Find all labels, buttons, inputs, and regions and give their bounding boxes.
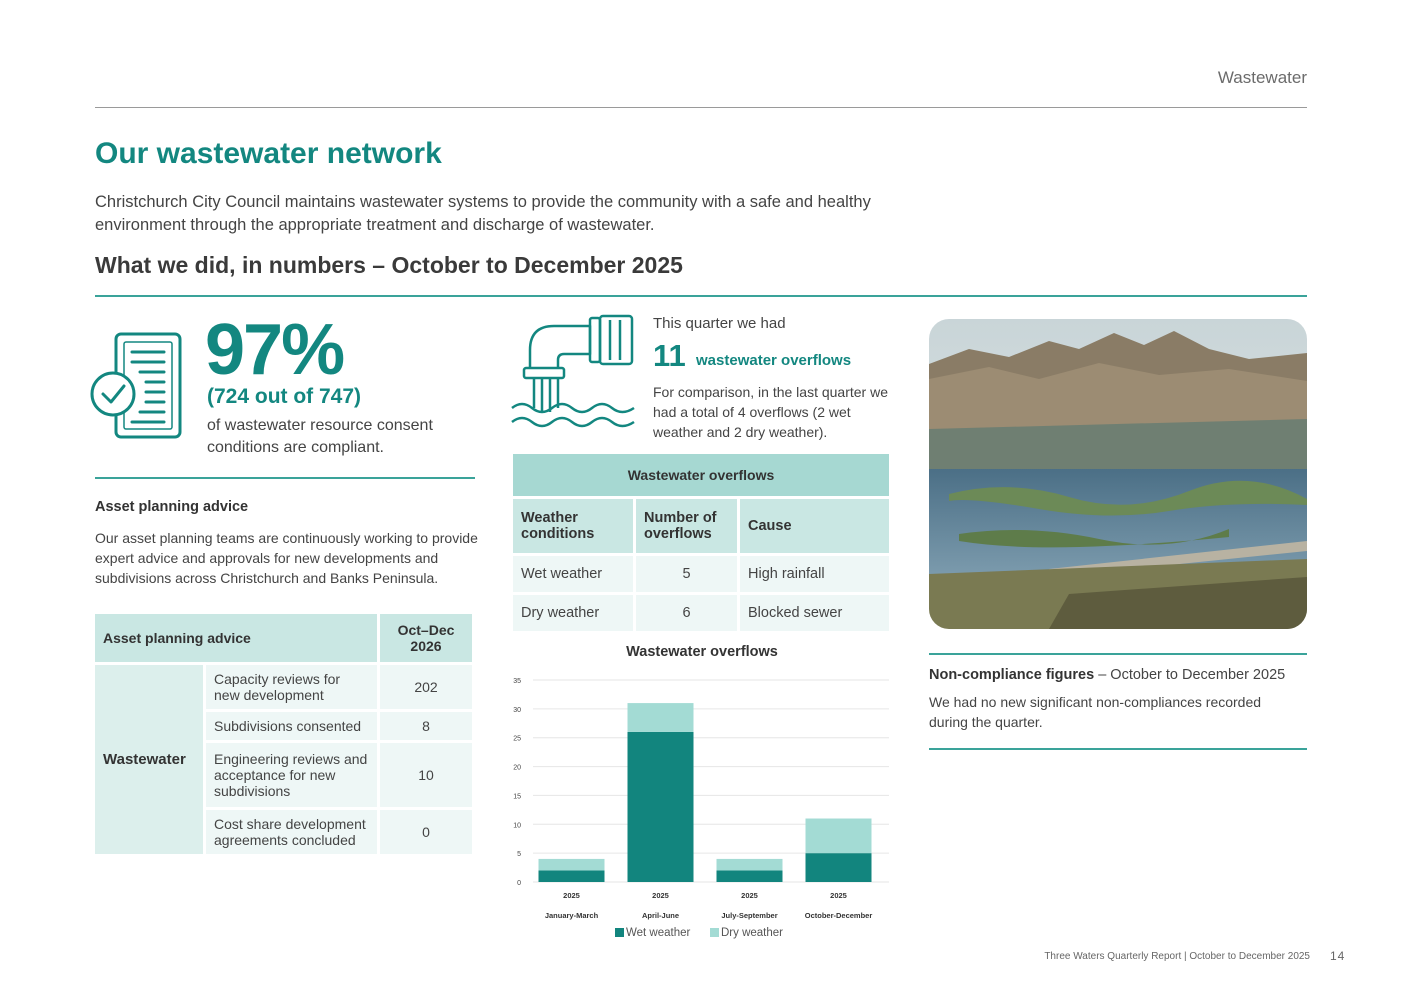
asset-table-header-label: Asset planning advice [95,614,377,662]
compliance-percent: 97% [205,310,344,390]
y-tick-label: 10 [513,822,521,830]
x-tick-year: 2025 [563,891,580,900]
overflow-table [510,451,892,634]
compliance-caption: of wastewater resource consent conditions are compliant. [207,417,433,456]
overflow-count-label: wastewater overflows [696,352,852,369]
bar-segment [717,870,783,882]
overflow-table-col-weather: Weather conditions [513,499,633,553]
asset-table-header-period: Oct–Dec 2026 [380,614,472,662]
table-cell: Wet weather [513,556,633,592]
legend-swatch [615,928,624,937]
footer-text: Three Waters Quarterly Report | October to December 2025 [1044,951,1310,962]
table-cell-item: Cost share development agreements concluded [206,810,377,854]
legend-label: Dry weather [721,927,783,939]
section-subtitle: What we did, in numbers – October to December 2025 [95,252,683,278]
legend-swatch [710,928,719,937]
table-cell-item: Subdivisions consented [206,712,377,740]
x-tick-year: 2025 [830,891,847,900]
table-cell: Blocked sewer [740,595,889,631]
y-tick-label: 20 [513,764,521,772]
table-cell: Dry weather [513,595,633,631]
asset-planning-table [92,611,475,857]
intro-paragraph: Christchurch City Council maintains wastewater systems to provide the community with a safe and healthy environment through the appropriate treatment and discharge of wastewater. [95,193,871,234]
noncompliance-heading [929,667,1309,683]
y-tick-label: 0 [517,880,521,887]
bar-segment [628,703,694,732]
x-tick-label: January-March [544,911,599,920]
bar-segment [806,819,872,854]
x-tick-year: 2025 [741,891,758,900]
checklist-icon [88,330,188,442]
table-cell: High rainfall [740,556,889,592]
overflow-comparison: For comparison, in the last quarter we had a total of 4 overflows (2 wet weather and 2 dry weather). [653,384,888,440]
table-row [513,556,889,592]
subtitle-divider [95,295,1307,297]
table-row [513,595,889,631]
table-cell: 5 [636,556,737,592]
overflow-table-col-cause: Cause [740,499,889,553]
table-cell-item: Engineering reviews and acceptance for new subdivisions [206,743,377,807]
chart-title: Wastewater overflows [626,644,778,660]
pipe-water-icon [510,312,640,434]
x-tick-label: July-September [721,911,778,920]
compliance-divider [95,477,475,479]
bar-segment [539,859,605,871]
bar-segment [717,859,783,871]
noncompliance-text: We had no new significant non-compliances recorded during the quarter. [929,694,1262,730]
table-cell-value: 202 [380,665,472,709]
overflow-table-caption: Wastewater overflows [513,454,889,496]
asset-planning-heading: Asset planning advice [95,499,249,515]
table-cell: 6 [636,595,737,631]
page-title: Our wastewater network [95,137,442,170]
bar-segment [628,732,694,882]
table-cell-value: 0 [380,810,472,854]
header-divider [95,107,1307,108]
legend-label: Wet weather [626,927,691,939]
x-tick-label: April-June [641,911,680,920]
table-cell-value: 10 [380,743,472,807]
table-cell-value: 8 [380,712,472,740]
y-tick-label: 15 [513,793,521,801]
x-tick-year: 2025 [652,891,669,900]
y-tick-label: 5 [517,851,521,859]
table-row [95,665,472,709]
page-number: 14 [1330,949,1346,963]
noncompliance-top-divider [929,653,1307,655]
section-label: Wastewater [1217,68,1307,87]
y-tick-label: 30 [513,706,521,714]
bar-segment [539,870,605,882]
bar-segment [806,853,872,882]
overflow-intro: This quarter we had [653,315,786,332]
y-tick-label: 35 [513,678,521,685]
noncompliance-bottom-divider [929,748,1307,750]
asset-planning-text: Our asset planning teams are continuously working to provide expert advice and approvals for new developments and subdivisions across Christchurch and Banks Peninsula. [95,530,478,586]
y-tick-label: 25 [513,735,521,743]
compliance-detail: (724 out of 747) [207,385,362,408]
table-cell-item: Capacity reviews for new development [206,665,377,709]
overflow-chart [505,668,895,953]
noncompliance-label: Non-compliance figures [929,667,1095,683]
x-tick-label: October-December [804,911,873,920]
overflow-table-col-number: Number of overflows [636,499,737,553]
overflow-count: 11 [653,338,686,373]
landscape-photo [929,319,1307,629]
asset-table-group: Wastewater [95,665,203,854]
noncompliance-period: – October to December 2025 [1094,667,1286,683]
